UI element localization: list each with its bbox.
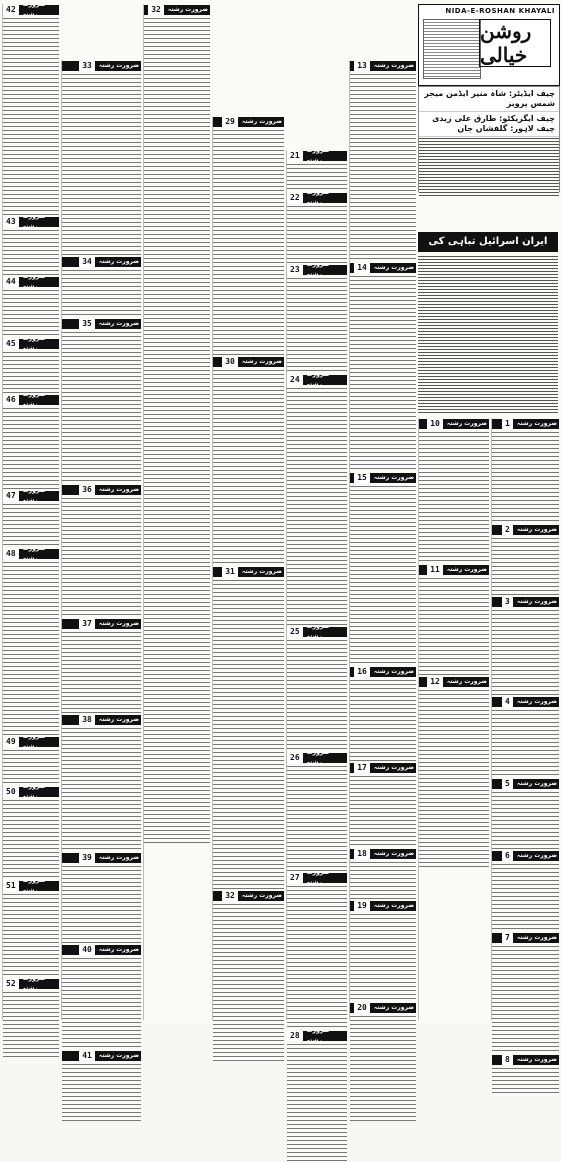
ad-column-8 bbox=[491, 418, 559, 1064]
ad-number: 10 bbox=[427, 419, 443, 429]
ad-label: ضرورت رشتہ bbox=[98, 258, 139, 265]
ad-header bbox=[350, 473, 416, 483]
ad-number: 52 bbox=[3, 979, 19, 989]
ad-text bbox=[3, 798, 59, 880]
editor-line-2: چیف ایگزیکٹو: طارق علی زیدی چیف لاہور: گلفشاں جان bbox=[419, 112, 559, 137]
ad-number: 16 bbox=[354, 667, 370, 677]
ad-header bbox=[419, 419, 489, 429]
ad-label: ضرورت رشتہ bbox=[98, 854, 139, 861]
ad-number: 32 bbox=[148, 5, 164, 15]
ad-header bbox=[350, 763, 416, 773]
ad-header bbox=[62, 715, 141, 725]
ad-header bbox=[3, 213, 59, 230]
ad-number: 32 bbox=[222, 891, 238, 901]
ad-number: 14 bbox=[354, 263, 370, 273]
ad-label: ضرورت رشتہ bbox=[98, 320, 139, 327]
ad-text bbox=[62, 496, 141, 618]
ad-header bbox=[350, 901, 416, 911]
ad-number: 22 bbox=[287, 193, 303, 203]
ad-label: ضرورت رشتہ bbox=[98, 946, 139, 953]
ad-label: ضرورت رشتہ bbox=[373, 62, 414, 69]
ad-header bbox=[350, 263, 416, 273]
ad-header bbox=[3, 733, 59, 750]
ad-header bbox=[62, 945, 141, 955]
ad-text bbox=[350, 274, 416, 472]
ad-header bbox=[350, 849, 416, 859]
ad-number: 29 bbox=[222, 117, 238, 127]
ad-label: ضرورت رشتہ bbox=[22, 487, 46, 504]
ad-number: 46 bbox=[3, 395, 19, 405]
ad-header bbox=[3, 391, 59, 408]
ad-header bbox=[287, 869, 347, 886]
ad-header bbox=[62, 61, 141, 71]
ad-header bbox=[62, 319, 141, 329]
ad-text bbox=[213, 578, 284, 890]
classified-ad bbox=[62, 1051, 141, 1122]
ad-number: 41 bbox=[79, 1051, 95, 1061]
ad-text bbox=[350, 860, 416, 900]
ad-label: ضرورت رشتہ bbox=[22, 545, 46, 562]
editors-details bbox=[419, 137, 559, 197]
classified-ad bbox=[419, 565, 489, 676]
ad-number: 33 bbox=[79, 61, 95, 71]
classified-ad bbox=[350, 849, 416, 900]
ad-text bbox=[213, 128, 284, 356]
classified-ad bbox=[419, 677, 489, 870]
ad-label: ضرورت رشتہ bbox=[22, 733, 46, 750]
editors-box bbox=[418, 86, 560, 192]
ad-label: ضرورت رشتہ bbox=[167, 6, 208, 13]
masthead-english-name: NIDA-E-ROSHAN KHAYALI bbox=[445, 7, 555, 15]
ad-header bbox=[3, 1, 59, 18]
masthead bbox=[418, 4, 560, 86]
ad-header bbox=[287, 189, 347, 206]
ad-number: 47 bbox=[3, 491, 19, 501]
ad-label: ضرورت رشتہ bbox=[373, 1004, 414, 1011]
ad-text bbox=[62, 72, 141, 256]
ad-number: 39 bbox=[79, 853, 95, 863]
ad-text bbox=[350, 774, 416, 848]
ad-number: 31 bbox=[222, 567, 238, 577]
ad-text bbox=[287, 276, 347, 374]
ad-header bbox=[3, 273, 59, 290]
ad-header bbox=[3, 877, 59, 894]
ad-label: ضرورت رشتہ bbox=[516, 852, 557, 859]
ad-text bbox=[492, 944, 559, 1054]
ad-number: 49 bbox=[3, 737, 19, 747]
masthead-notice-box bbox=[423, 19, 481, 79]
ad-header bbox=[350, 61, 416, 71]
ad-text bbox=[3, 892, 59, 978]
ad-header bbox=[3, 335, 59, 352]
classified-ad bbox=[492, 419, 559, 524]
ad-number: 36 bbox=[79, 485, 95, 495]
classified-ad bbox=[144, 5, 210, 846]
classified-ad bbox=[287, 1027, 347, 1162]
ad-header bbox=[62, 485, 141, 495]
ad-header bbox=[213, 567, 284, 577]
classified-ad bbox=[287, 371, 347, 626]
main-headline: ایران اسرائیل تباہی کی bbox=[418, 232, 558, 252]
ad-label: ضرورت رشتہ bbox=[516, 1056, 557, 1063]
ad-text bbox=[492, 1066, 559, 1096]
classified-ad bbox=[350, 263, 416, 472]
ad-header bbox=[213, 357, 284, 367]
classified-ad bbox=[62, 619, 141, 714]
ad-header bbox=[492, 597, 559, 607]
ad-label: ضرورت رشتہ bbox=[22, 335, 46, 352]
ad-number: 42 bbox=[3, 5, 19, 15]
ad-text bbox=[419, 576, 489, 676]
classified-ad bbox=[492, 851, 559, 932]
ad-label: ضرورت رشتہ bbox=[373, 902, 414, 909]
classified-ad bbox=[3, 335, 59, 394]
ad-label: ضرورت رشتہ bbox=[446, 420, 487, 427]
classified-ad bbox=[492, 933, 559, 1054]
ad-label: ضرورت رشتہ bbox=[373, 668, 414, 675]
ad-label: ضرورت رشتہ bbox=[516, 698, 557, 705]
ad-text bbox=[3, 990, 59, 1060]
ad-number: 5 bbox=[502, 779, 513, 789]
ad-number: 6 bbox=[502, 851, 513, 861]
ad-text bbox=[287, 884, 347, 1030]
ad-text bbox=[3, 16, 59, 216]
ad-number: 3 bbox=[502, 597, 513, 607]
ad-number: 43 bbox=[3, 217, 19, 227]
ad-label: ضرورت رشتہ bbox=[373, 474, 414, 481]
ad-label: ضرورت رشتہ bbox=[446, 678, 487, 685]
main-story-text bbox=[418, 255, 558, 415]
ad-number: 17 bbox=[354, 763, 370, 773]
classified-ad bbox=[3, 545, 59, 736]
ad-text bbox=[62, 726, 141, 852]
ad-text bbox=[350, 912, 416, 1002]
ad-label: ضرورت رشتہ bbox=[446, 566, 487, 573]
ad-header bbox=[62, 257, 141, 267]
ad-text bbox=[287, 1042, 347, 1162]
ad-column-1 bbox=[2, 1, 59, 1020]
ad-header bbox=[3, 975, 59, 992]
ad-header bbox=[492, 779, 559, 789]
ad-number: 2 bbox=[502, 525, 513, 535]
ad-text bbox=[287, 204, 347, 264]
ad-header bbox=[350, 667, 416, 677]
ad-text bbox=[419, 688, 489, 870]
classified-ad bbox=[492, 779, 559, 850]
classified-ad bbox=[3, 487, 59, 548]
ad-label: ضرورت رشتہ bbox=[22, 273, 46, 290]
ad-number: 35 bbox=[79, 319, 95, 329]
classified-ad bbox=[3, 273, 59, 338]
ad-text bbox=[287, 638, 347, 752]
ad-number: 1 bbox=[502, 419, 513, 429]
ad-text bbox=[492, 862, 559, 932]
ad-label: ضرورت رشتہ bbox=[98, 620, 139, 627]
classified-ad bbox=[350, 901, 416, 1002]
ad-text bbox=[144, 16, 210, 846]
ad-text bbox=[492, 708, 559, 778]
ad-header bbox=[492, 933, 559, 943]
ad-number: 40 bbox=[79, 945, 95, 955]
ad-label: ضرورت رشتہ bbox=[22, 391, 46, 408]
ad-label: ضرورت رشتہ bbox=[516, 598, 557, 605]
ad-number: 8 bbox=[502, 1055, 513, 1065]
classified-ad bbox=[62, 853, 141, 944]
ad-text bbox=[62, 1062, 141, 1122]
ad-text bbox=[3, 748, 59, 786]
editor-line-1: چیف ایڈیٹر: شاہ منیر ایڈمن میجر شمس پرویز bbox=[419, 87, 559, 112]
ad-label: ضرورت رشتہ bbox=[306, 749, 330, 766]
ad-label: ضرورت رشتہ bbox=[22, 975, 46, 992]
ad-number: 21 bbox=[287, 151, 303, 161]
ad-header bbox=[62, 1051, 141, 1061]
classified-ad bbox=[213, 117, 284, 356]
ad-number: 13 bbox=[354, 61, 370, 71]
ad-column-2 bbox=[61, 60, 141, 1060]
ad-text bbox=[62, 268, 141, 318]
classified-ad bbox=[287, 147, 347, 192]
ad-label: ضرورت رشتہ bbox=[306, 261, 330, 278]
classified-ad bbox=[287, 623, 347, 752]
ad-column-3 bbox=[143, 4, 210, 1020]
ad-label: ضرورت رشتہ bbox=[241, 118, 282, 125]
classified-ad bbox=[213, 891, 284, 1062]
ad-number: 51 bbox=[3, 881, 19, 891]
ad-text bbox=[287, 764, 347, 872]
ad-header bbox=[287, 623, 347, 640]
classified-ad bbox=[3, 213, 59, 276]
classified-ad bbox=[287, 869, 347, 1030]
ad-number: 30 bbox=[222, 357, 238, 367]
ad-header bbox=[213, 117, 284, 127]
ad-label: ضرورت رشتہ bbox=[98, 716, 139, 723]
ad-header bbox=[3, 545, 59, 562]
classified-ad bbox=[62, 485, 141, 618]
classified-ad bbox=[492, 525, 559, 596]
ad-label: ضرورت رشتہ bbox=[306, 371, 330, 388]
classified-ad bbox=[492, 597, 559, 696]
ad-column-6 bbox=[349, 60, 416, 1020]
ad-header bbox=[287, 1027, 347, 1044]
classified-ad bbox=[350, 1003, 416, 1122]
ad-label: ضرورت رشتہ bbox=[306, 189, 330, 206]
ad-label: ضرورت رشتہ bbox=[306, 623, 330, 640]
ad-number: 26 bbox=[287, 753, 303, 763]
classified-ad bbox=[350, 763, 416, 848]
ad-header bbox=[492, 851, 559, 861]
ad-header bbox=[419, 565, 489, 575]
classified-ad bbox=[3, 783, 59, 880]
ad-number: 34 bbox=[79, 257, 95, 267]
ad-text bbox=[350, 1014, 416, 1122]
ad-text bbox=[62, 330, 141, 484]
ad-text bbox=[350, 484, 416, 666]
ad-text bbox=[3, 406, 59, 490]
ad-header bbox=[213, 891, 284, 901]
ad-header bbox=[492, 419, 559, 429]
ad-label: ضرورت رشتہ bbox=[241, 358, 282, 365]
ad-text bbox=[3, 350, 59, 394]
classified-ad bbox=[62, 257, 141, 318]
ad-number: 45 bbox=[3, 339, 19, 349]
classified-ad bbox=[213, 357, 284, 566]
classified-ad bbox=[3, 975, 59, 1060]
ad-header bbox=[3, 487, 59, 504]
ad-text bbox=[350, 678, 416, 762]
ad-text bbox=[3, 502, 59, 548]
ad-label: ضرورت رشتہ bbox=[22, 213, 46, 230]
ad-number: 24 bbox=[287, 375, 303, 385]
ad-header bbox=[492, 525, 559, 535]
classified-ad bbox=[3, 877, 59, 978]
ad-label: ضرورت رشتہ bbox=[306, 869, 330, 886]
ad-label: ضرورت رشتہ bbox=[22, 783, 46, 800]
ad-label: ضرورت رشتہ bbox=[516, 420, 557, 427]
classified-ad bbox=[3, 391, 59, 490]
ad-text bbox=[62, 864, 141, 944]
ad-number: 50 bbox=[3, 787, 19, 797]
ad-number: 27 bbox=[287, 873, 303, 883]
ad-label: ضرورت رشتہ bbox=[516, 934, 557, 941]
ad-label: ضرورت رشتہ bbox=[241, 568, 282, 575]
ad-header bbox=[350, 1003, 416, 1013]
ad-label: ضرورت رشتہ bbox=[22, 877, 46, 894]
classified-ad bbox=[213, 567, 284, 890]
ad-label: ضرورت رشتہ bbox=[98, 486, 139, 493]
ad-text bbox=[492, 536, 559, 596]
ad-text bbox=[492, 430, 559, 524]
ad-text bbox=[287, 386, 347, 626]
ad-header bbox=[3, 783, 59, 800]
ad-header bbox=[287, 749, 347, 766]
ad-header bbox=[492, 697, 559, 707]
ad-number: 12 bbox=[427, 677, 443, 687]
ad-number: 28 bbox=[287, 1031, 303, 1041]
ad-number: 19 bbox=[354, 901, 370, 911]
ad-text bbox=[62, 956, 141, 1050]
classified-ad bbox=[492, 697, 559, 778]
ad-label: ضرورت رشتہ bbox=[516, 780, 557, 787]
ad-text bbox=[350, 72, 416, 262]
ad-text bbox=[213, 902, 284, 1062]
ad-header bbox=[419, 677, 489, 687]
ad-text bbox=[419, 430, 489, 564]
ad-number: 37 bbox=[79, 619, 95, 629]
classified-ad bbox=[62, 319, 141, 484]
ad-number: 48 bbox=[3, 549, 19, 559]
ad-label: ضرورت رشتہ bbox=[98, 1052, 139, 1059]
ad-number: 7 bbox=[502, 933, 513, 943]
ad-label: ضرورت رشتہ bbox=[373, 264, 414, 271]
ad-number: 11 bbox=[427, 565, 443, 575]
ad-header bbox=[62, 853, 141, 863]
ad-label: ضرورت رشتہ bbox=[373, 764, 414, 771]
ad-number: 38 bbox=[79, 715, 95, 725]
ad-number: 25 bbox=[287, 627, 303, 637]
ad-column-4 bbox=[212, 116, 284, 1020]
ad-label: ضرورت رشتہ bbox=[516, 526, 557, 533]
ad-text bbox=[492, 608, 559, 696]
ad-number: 15 bbox=[354, 473, 370, 483]
ad-header bbox=[144, 5, 210, 15]
ad-header bbox=[287, 371, 347, 388]
ad-number: 23 bbox=[287, 265, 303, 275]
ad-header bbox=[287, 261, 347, 278]
ad-column-5 bbox=[286, 147, 347, 1044]
ad-text bbox=[62, 630, 141, 714]
ad-header bbox=[62, 619, 141, 629]
ad-text bbox=[492, 790, 559, 850]
ad-text bbox=[3, 228, 59, 276]
ad-header bbox=[287, 147, 347, 164]
classified-ad bbox=[287, 261, 347, 374]
classified-ad bbox=[287, 749, 347, 872]
ad-label: ضرورت رشتہ bbox=[306, 147, 330, 164]
ad-header bbox=[492, 1055, 559, 1065]
classified-ad bbox=[62, 945, 141, 1050]
classified-ad bbox=[419, 419, 489, 564]
ad-number: 44 bbox=[3, 277, 19, 287]
ad-label: ضرورت رشتہ bbox=[306, 1027, 330, 1044]
classified-ad bbox=[3, 733, 59, 786]
ad-label: ضرورت رشتہ bbox=[241, 892, 282, 899]
classified-ad bbox=[62, 715, 141, 852]
classified-ad bbox=[492, 1055, 559, 1096]
ad-label: ضرورت رشتہ bbox=[98, 62, 139, 69]
classified-ad bbox=[350, 667, 416, 762]
ad-number: 18 bbox=[354, 849, 370, 859]
ad-text bbox=[213, 368, 284, 566]
newspaper-logo: روشن خیالی bbox=[479, 19, 551, 67]
ad-column-7 bbox=[418, 418, 489, 1020]
ad-label: ضرورت رشتہ bbox=[373, 850, 414, 857]
ad-number: 4 bbox=[502, 697, 513, 707]
ad-text bbox=[3, 560, 59, 736]
ad-label: ضرورت رشتہ bbox=[22, 1, 46, 18]
classified-ad bbox=[287, 189, 347, 264]
classified-ad bbox=[62, 61, 141, 256]
ad-text bbox=[3, 288, 59, 338]
ad-number: 20 bbox=[354, 1003, 370, 1013]
classified-ad bbox=[350, 473, 416, 666]
classified-ad bbox=[350, 61, 416, 262]
classified-ad bbox=[3, 1, 59, 216]
